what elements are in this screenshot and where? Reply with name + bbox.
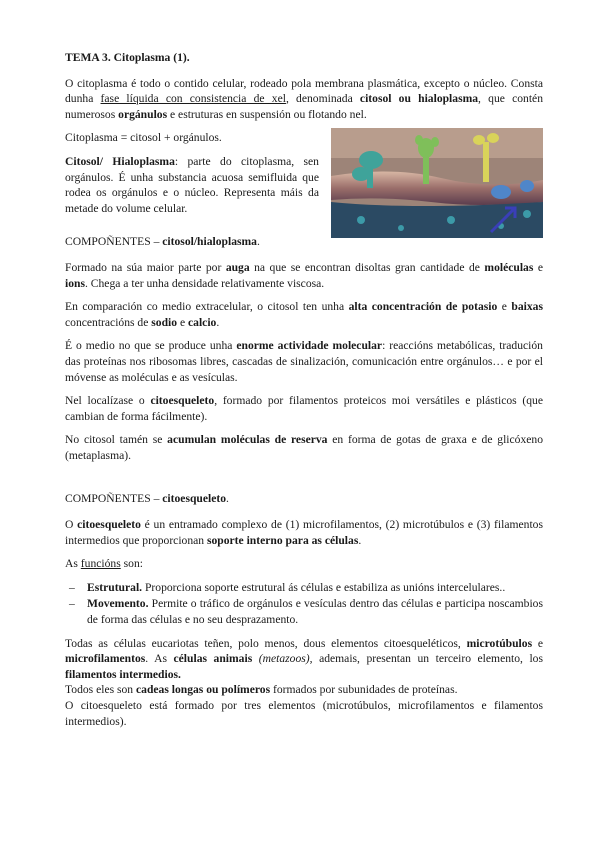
intro-paragraph: O citoplasma é todo o contido celular, rodeado pola membrana plasmática, excepto o núcleo. Consta dunha fase líquida con consistencia de xel, denominada citosol ou hialoplasma, que contén numerosos orgánulos e estruturas en suspensión ou flotando nel. bbox=[65, 76, 543, 121]
paragraph-activity: É o medio no que se produce unha enorme actividade molecular: reaccións metabólicas, tradución das proteínas nos ribosomas libres, cascadas de sinalización, comunicación entre orgánulos… e por el móvense as moléculas e as vesículas. bbox=[65, 339, 543, 384]
list-item: – Estrutural. Proporciona soporte estrutural ás células e estabiliza as unións intercelulares.. bbox=[65, 580, 543, 596]
bold-term: citosol ou hialoplasma bbox=[359, 92, 479, 106]
paragraph-entramado: O citoesqueleto é un entramado complexo de (1) microfilamentos, (2) microtúbulos e (3) filamentos intermedios que proporcionan soporte interno para as células. bbox=[65, 518, 543, 547]
section-heading-citosol: COMPOÑENTES – citosol/hialoplasma. bbox=[65, 235, 260, 249]
paragraph-concentration: En comparación co medio extracelular, o citosol ten unha alta concentración de potasio e baixas concentracións de sodio e calcio. bbox=[65, 300, 543, 329]
funcions-intro: As funcións son: bbox=[65, 557, 143, 571]
bold-term: Citosol/ Hialoplasma bbox=[65, 154, 175, 168]
list-item: – Movemento. Permite o tráfico de orgánulos e vesículas dentro das células e participa noscambios de forma das células e no seu desprazamento. bbox=[65, 596, 543, 627]
formula-line: Citoplasma = citosol + orgánulos. bbox=[65, 131, 222, 145]
page-title: TEMA 3. Citoplasma (1). bbox=[65, 51, 190, 64]
underlined-term: fase líquida con consistencia de xel bbox=[100, 92, 286, 106]
paragraph-citoesqueleto: Nel localízase o citoesqueleto, formado por filamentos proteicos moi versátiles e plásticos (que cambian de forma fácilmente). bbox=[65, 394, 543, 423]
bold-term: orgánulos bbox=[118, 107, 168, 121]
paragraph-eucariotas: Todas as células eucariotas teñen, polo menos, dous elementos citoesqueléticos, microtúbulos e microfilamentos. As células animais (metazoos), ademais, presentan un terceiro elemento, los filamentos intermedios. bbox=[65, 636, 543, 681]
paragraph-final: O citoesqueleto está formado por tres elementos (microtúbulos, microfilamentos e filamentos intermedios). bbox=[65, 699, 543, 728]
paragraph-auga: Formado na súa maior parte por auga na que se encontran disoltas gran cantidade de moléculas e ions. Chega a ter unha densidade relativamente viscosa. bbox=[65, 260, 543, 290]
funcions-list bbox=[65, 580, 543, 628]
citosol-definition: Citosol/ Hialoplasma: parte do citoplasma, sen orgánulos. É unha substancia acuosa semifluida que rodea os orgánulos e o núcleo. Representa máis da metade do volume celular. bbox=[65, 154, 319, 215]
paragraph-reserva: No citosol tamén se acumulan moléculas de reserva en forma de gotas de graxa e de glicóxeno (metaplasma). bbox=[65, 433, 543, 462]
paragraph-cadeas: Todos eles son cadeas longas ou polímeros formados por subunidades de proteínas. bbox=[65, 683, 458, 697]
cell-membrane-illustration bbox=[331, 128, 543, 238]
section-heading-citoesqueleto: COMPOÑENTES – citoesqueleto. bbox=[65, 492, 229, 506]
document-page bbox=[65, 50, 543, 737]
